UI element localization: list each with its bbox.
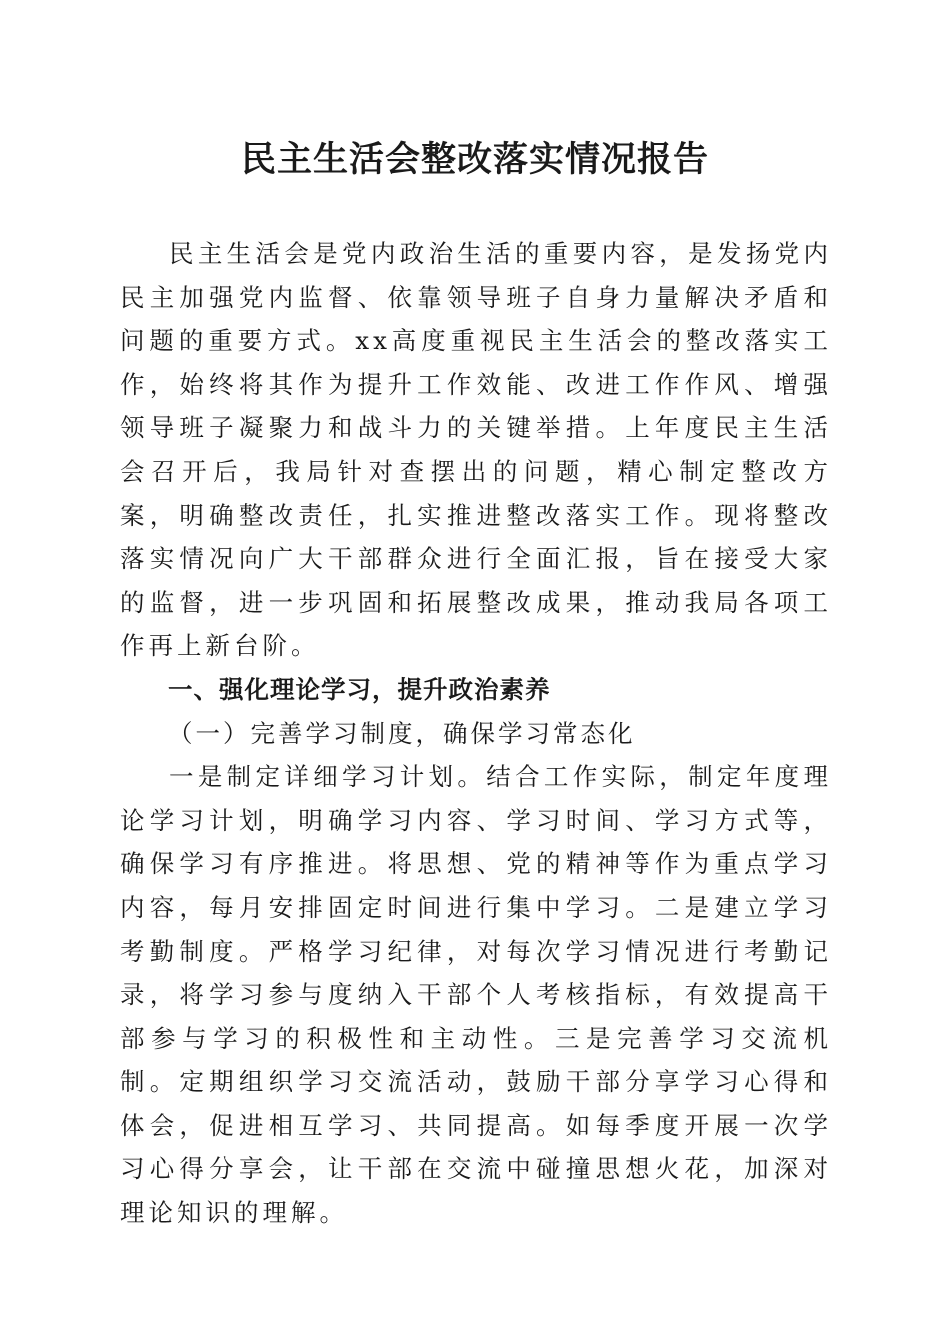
document-body (120, 232, 832, 1235)
intro-paragraph: 民主生活会是党内政治生活的重要内容，是发扬党内民主加强党内监督、依靠领导班子自身力量解决矛盾和问题的重要方式。xx高度重视民主生活会的整改落实工作，始终将其作为提升工作效能、改进工作作风、增强领导班子凝聚力和战斗力的关键举措。上年度民主生活会召开后，我局针对查摆出的问题，精心制定整改方案，明确整改责任，扎实推进整改落实工作。现将整改落实情况向广大干部群众进行全面汇报，旨在接受大家的监督，进一步巩固和拓展整改成果，推动我局各项工作再上新台阶。 (120, 239, 832, 661)
subsection-1-body: 一是制定详细学习计划。结合工作实际，制定年度理论学习计划，明确学习内容、学习时间、学习方式等，确保学习有序推进。将思想、党的精神等作为重点学习内容，每月安排固定时间进行集中学习。二是建立学习考勤制度。严格学习纪律，对每次学习情况进行考勤记录，将学习参与度纳入干部个人考核指标，有效提高干部参与学习的积极性和主动性。三是完善学习交流机制。定期组织学习交流活动，鼓励干部分享学习心得和体会，促进相互学习、共同提高。如每季度开展一次学习心得分享会，让干部在交流中碰撞思想火花，加深对理论知识的理解。 (120, 762, 832, 1228)
section-1-heading: 一、强化理论学习，提升政治素养 (168, 674, 551, 704)
document-title: 民主生活会整改落实情况报告 (240, 139, 709, 180)
subsection-1-heading: （一）完善学习制度，确保学习常态化 (168, 718, 636, 748)
